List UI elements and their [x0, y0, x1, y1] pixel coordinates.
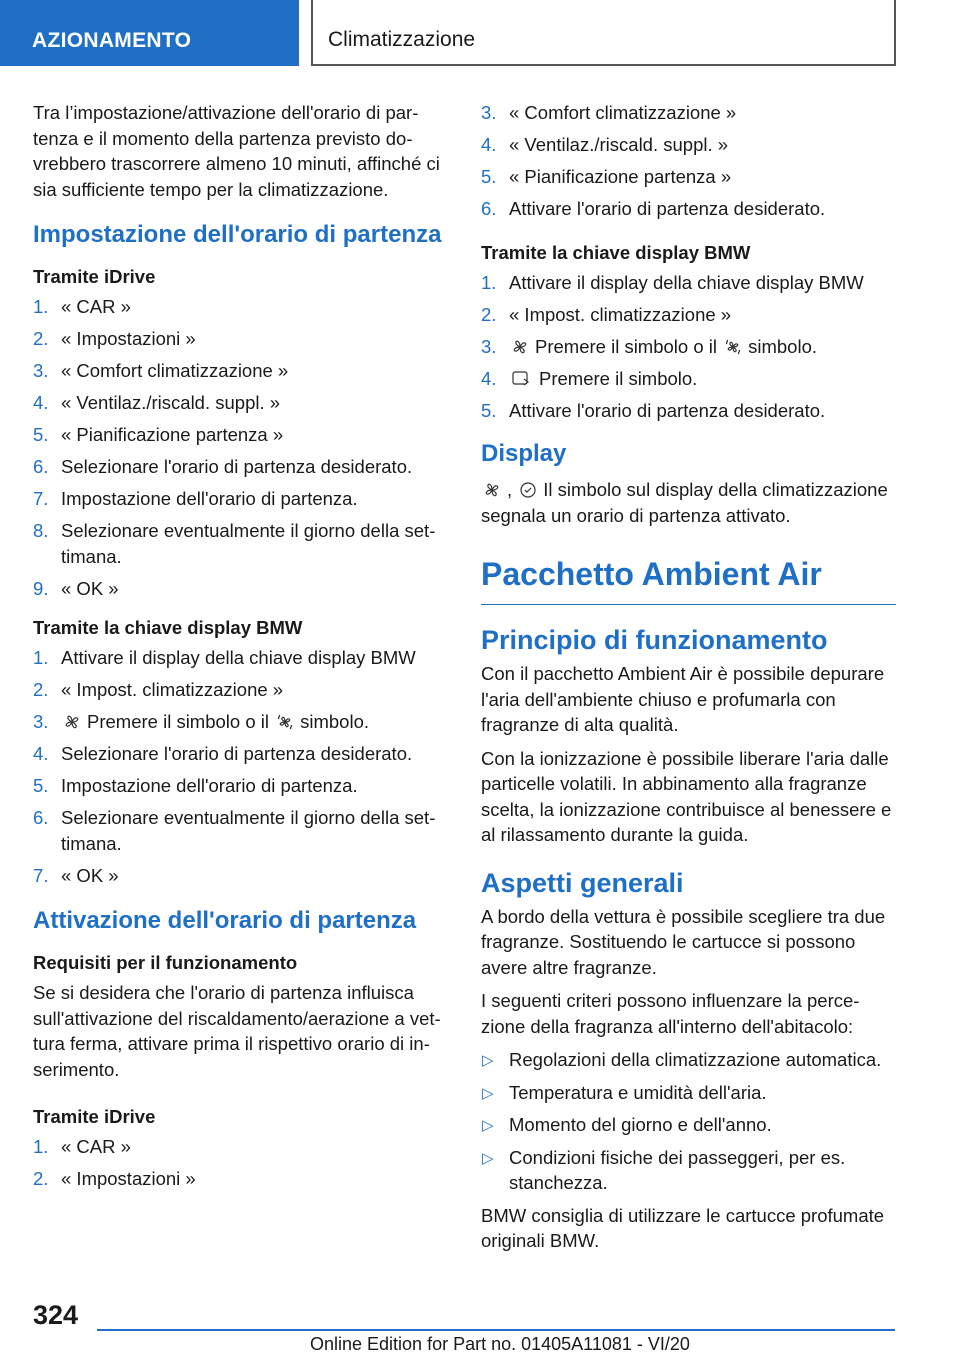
list-item: 5. « Pianificazione partenza » — [33, 424, 284, 445]
list-item: 2. « Impostazioni » — [33, 1168, 196, 1189]
heading-ambient-air: Pacchetto Ambient Air — [481, 554, 896, 605]
section-tab: AZIONAMENTO — [0, 0, 299, 66]
subheading-idrive: Tramite iDrive — [33, 266, 156, 287]
triangle-bullet-icon: ▷ — [482, 1117, 494, 1134]
heat-fan-icon — [724, 338, 742, 356]
page-number: 324 — [33, 1300, 79, 1330]
triangle-bullet-icon: ▷ — [482, 1149, 494, 1167]
chapter-tab: Climatizzazione — [311, 0, 896, 66]
list-item: 3. « Comfort climatizzazione » — [33, 360, 289, 381]
list-item: ▷ Momento del giorno e dell'anno. — [481, 1112, 896, 1138]
heading-set-departure: Impostazione dell'orario di partenza — [33, 221, 442, 248]
list-item: 9. « OK » — [33, 577, 119, 599]
heat-fan-icon — [276, 713, 294, 731]
fan-icon — [63, 713, 81, 731]
requirements-paragraph: Se si desidera che l'orario di partenza influisca sull'attivazione del riscaldamento/aerazione a vettura ferma, attivare prima il rispettivo orario di inserimento. — [33, 982, 441, 1080]
list-item: ▷ Temperatura e umidità dell'aria. — [481, 1080, 896, 1106]
display-paragraph: , Il simbolo sul display della climatizzazione segnala un orario di partenza attivato. — [481, 479, 888, 526]
list-item: 4. Premere il simbolo. — [481, 367, 698, 389]
continued-steps-list — [481, 100, 896, 222]
list-item: 4. « Ventilaz./riscald. suppl. » — [33, 392, 281, 413]
timer-icon — [511, 370, 533, 388]
idrive-steps-list — [33, 294, 448, 601]
list-item: 1. Attivare il display della chiave display BMW — [33, 647, 416, 668]
idrive2-steps-list — [33, 1134, 448, 1192]
list-item: ▷ Regolazioni della climatizzazione automatica. — [481, 1047, 896, 1073]
list-item: 3. Premere il simbolo o il simbolo. — [33, 711, 370, 732]
criteria-list — [481, 1047, 896, 1196]
list-item: 2. « Impostazioni » — [33, 328, 196, 349]
principle-paragraph-1: Con il pacchetto Ambient Air è possibile depurare l'aria dell'ambiente chiuso e profumarla con fragranze di alta qualità. — [481, 663, 885, 735]
key-steps-list — [33, 645, 448, 888]
list-item: 1. « CAR » — [33, 296, 131, 317]
clock-icon — [519, 481, 537, 499]
right-column — [481, 100, 896, 1262]
fan-icon — [483, 481, 501, 499]
list-item: 3. Premere il simbolo o il simbolo. — [481, 335, 818, 357]
list-item: 6. Attivare l'orario di partenza desiderato. — [481, 198, 826, 219]
list-item: 6. Selezionare l'orario di partenza desiderato. — [33, 456, 413, 477]
principle-paragraph-2: Con la ionizzazione è possibile liberare l'aria dalle particelle volatili. In abbinamento alla fragranze scelta, la ionizzazione contribuisce al benessere e al rilassamento durante la guida. — [481, 747, 892, 845]
list-item: 1. « CAR » — [33, 1136, 131, 1157]
list-item: 5. Impostazione dell'orario di partenza. — [33, 775, 358, 796]
heading-display: Display — [481, 440, 567, 467]
left-column — [33, 100, 448, 1198]
list-item: 3. « Comfort climatizzazione » — [481, 102, 737, 123]
subheading-key: Tramite la chiave display BMW — [33, 617, 303, 638]
list-item: 5. « Pianificazione partenza » — [481, 166, 732, 187]
fan-icon — [511, 338, 529, 356]
heading-principle: Principio di funzionamento — [481, 625, 828, 655]
subheading-idrive-2: Tramite iDrive — [33, 1106, 156, 1127]
general-paragraph-3: BMW consiglia di utilizzare le cartucce profumate originali BMW. — [481, 1204, 885, 1251]
list-item: 2. « Impost. climatizzazione » — [33, 679, 284, 700]
triangle-bullet-icon: ▷ — [482, 1052, 494, 1069]
footer-divider — [97, 1329, 895, 1331]
subheading-requirements: Requisiti per il funzionamento — [33, 952, 298, 973]
list-item: 8. Selezionare eventualmente il giorno della settimana. — [33, 520, 436, 567]
general-paragraph-2: I seguenti criteri possono influenzare la percezione della fragranza all'interno dell'abitacolo: — [481, 990, 860, 1037]
list-item: 5. Attivare l'orario di partenza desiderato. — [481, 399, 826, 421]
page-header — [0, 0, 960, 66]
subheading-key-right: Tramite la chiave display BMW — [481, 241, 751, 263]
general-paragraph-1: A bordo della vettura è possibile scegliere tra due fragranze. Sostituendo le cartucce si possono avere altre fragranze. — [481, 905, 886, 978]
edition-note: Online Edition for Part no. 01405A11081 - VI/20 — [310, 1334, 690, 1354]
triangle-bullet-icon: ▷ — [482, 1084, 494, 1102]
list-item: 6. Selezionare eventualmente il giorno della settimana. — [33, 807, 436, 854]
key-steps-list-right — [481, 270, 896, 424]
list-item: 4. « Ventilaz./riscald. suppl. » — [481, 134, 729, 155]
list-item: 4. Selezionare l'orario di partenza desiderato. — [33, 743, 413, 764]
list-item: 2. « Impost. climatizzazione » — [481, 303, 732, 325]
heading-activate-departure: Attivazione dell'orario di partenza — [33, 907, 417, 934]
list-item: ▷ Condizioni fisiche dei passeggeri, per es. stanchezza. — [482, 1146, 846, 1193]
list-item: 1. Attivare il display della chiave display BMW — [481, 271, 864, 293]
heading-general: Aspetti generali — [481, 867, 684, 898]
list-item: 7. Impostazione dell'orario di partenza. — [33, 488, 358, 509]
intro-paragraph: Tra l’impostazione/attivazione dell'orario di partenza e il momento della partenza previsto dovrebbero trascorrere almeno 10 minuti, affinché ci sia sufficiente tempo per la climatizzazione. — [33, 102, 440, 200]
list-item: 7. « OK » — [33, 864, 119, 886]
